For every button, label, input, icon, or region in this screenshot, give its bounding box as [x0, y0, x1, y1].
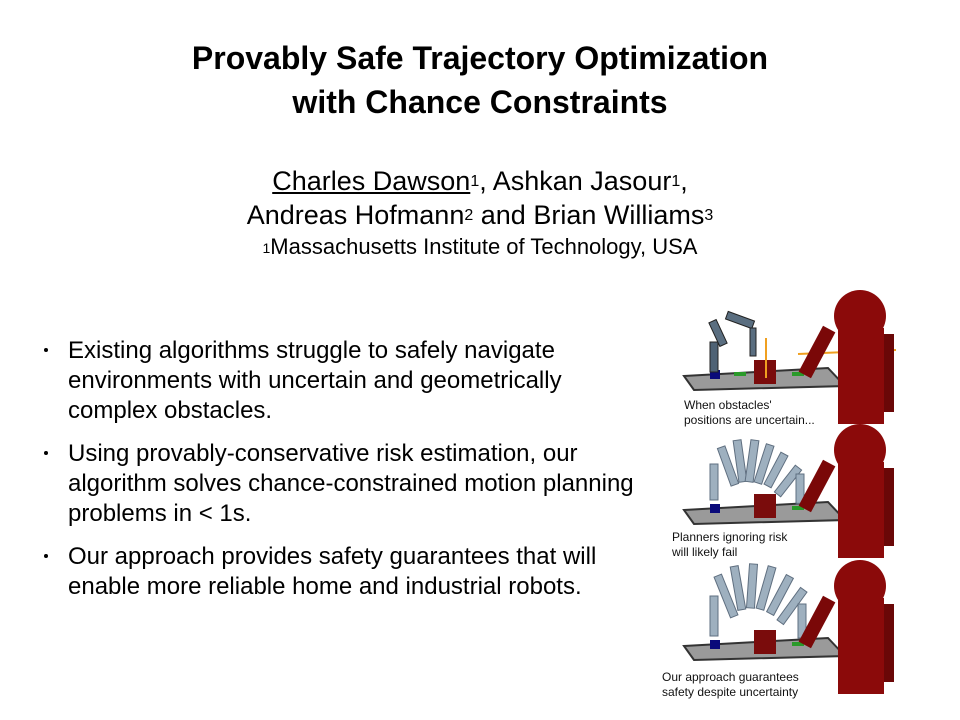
affiliation-text: Massachusetts Institute of Technology, USA: [270, 234, 698, 259]
author-williams: Brian Williams: [533, 200, 705, 230]
robot-arm: [709, 311, 756, 372]
blue-block: [710, 640, 720, 649]
author-jasour-sup: 1: [671, 173, 681, 190]
author-hofmann-sup: 2: [464, 207, 474, 224]
bullet-dot: [44, 348, 48, 352]
bullet-dot: [44, 451, 48, 455]
obstacle-box: [754, 630, 776, 654]
author-dawson: Charles Dawson: [272, 166, 471, 196]
human-arm: [884, 468, 894, 546]
authors-line-2: [0, 198, 960, 232]
bullet-item: [40, 439, 640, 529]
title-line-1: Provably Safe Trajectory Optimization: [191, 40, 769, 76]
caption-line: will likely fail: [672, 545, 738, 559]
caption-line: Planners ignoring risk: [672, 530, 788, 544]
caption-line: When obstacles': [684, 398, 772, 412]
human-arm: [884, 334, 894, 412]
affiliation-sup: 1: [262, 240, 271, 256]
robot-trajectory: [710, 564, 807, 638]
author-williams-sup: 3: [704, 207, 714, 224]
bullet-text: Existing algorithms struggle to safely navigate environments with uncertain and geometrically complex obstacles.: [68, 337, 562, 424]
bullet-item: [40, 336, 640, 426]
bullet-text: Our approach provides safety guarantees that will enable more reliable home and industrial robots.: [68, 543, 597, 600]
green-marker: [734, 372, 746, 376]
human-arm: [884, 604, 894, 682]
bullet-dot: [44, 554, 48, 558]
author-hofmann: Andreas Hofmann: [246, 200, 465, 230]
panel2-caption: [672, 530, 787, 560]
bullet-list: [40, 336, 640, 615]
author-block: [0, 164, 960, 262]
human-figure: [799, 560, 886, 694]
author-jasour: Ashkan Jasour: [492, 166, 672, 196]
caption-line: Our approach guarantees: [662, 670, 799, 684]
author-dawson-sup: 1: [470, 173, 480, 190]
panel3-caption: [662, 670, 799, 700]
authors-line-1: Charles Dawson$^1$, Ashkan Jasour$^1$,: [272, 166, 688, 196]
caption-line: positions are uncertain...: [684, 413, 815, 427]
affiliation: [0, 232, 960, 262]
bullet-text: Using provably-conservative risk estimation, our algorithm solves chance-constrained motion planning problems in < 1s.: [68, 440, 634, 527]
blue-block: [710, 504, 720, 513]
obstacle-box: [754, 494, 776, 518]
bullet-item: [40, 542, 640, 602]
author-and: and: [480, 200, 526, 230]
title-line-2: with Chance Constraints: [292, 84, 668, 120]
slide-title: [0, 36, 960, 124]
human-figure: [799, 424, 886, 558]
caption-line: safety despite uncertainty: [662, 685, 799, 699]
